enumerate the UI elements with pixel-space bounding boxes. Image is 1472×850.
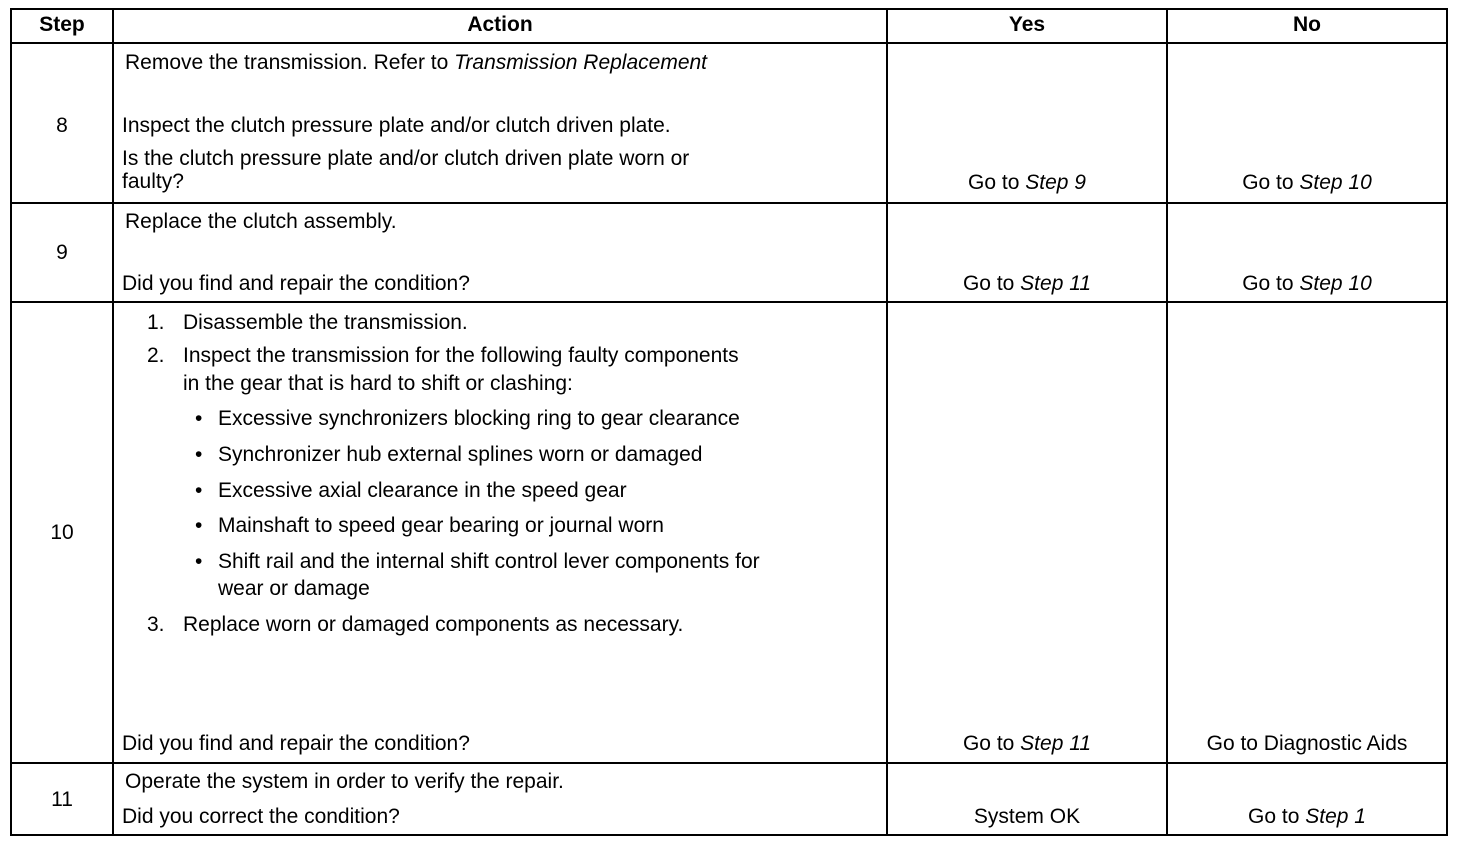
action-text: faulty? <box>122 170 184 193</box>
bullet-item: Shift rail and the internal shift control lever components for <box>218 550 760 573</box>
step-ref[interactable]: Step 10 <box>1299 272 1372 295</box>
step-number: 10 <box>50 521 74 544</box>
action-text: Remove the transmission. Refer to <box>125 51 455 74</box>
list-number: 1. <box>147 311 165 334</box>
bullet-icon: • <box>195 514 203 537</box>
header-no: No <box>1293 13 1321 36</box>
list-item: Replace worn or damaged components as necessary. <box>183 613 684 636</box>
step-ref[interactable]: Step 11 <box>1020 732 1092 755</box>
action-text: Did you find and repair the condition? <box>122 272 470 295</box>
border <box>10 202 1448 204</box>
border <box>10 8 1448 10</box>
bullet-item: wear or damage <box>218 577 370 600</box>
border <box>1166 8 1168 836</box>
bullet-item: Excessive axial clearance in the speed gear <box>218 479 627 502</box>
list-item: Inspect the transmission for the following faulty components <box>183 344 739 367</box>
header-yes: Yes <box>1008 13 1046 36</box>
list-number: 3. <box>147 613 165 636</box>
bullet-icon: • <box>195 479 203 502</box>
bullet-icon: • <box>195 407 203 430</box>
yes-link[interactable] <box>888 732 1166 756</box>
bullet-item: Excessive synchronizers blocking ring to gear clearance <box>218 407 740 430</box>
border <box>886 8 888 836</box>
no-link[interactable] <box>1168 272 1446 296</box>
yes-text: System OK <box>973 805 1081 828</box>
step-ref[interactable]: Step 10 <box>1299 171 1372 194</box>
no-text: Go to <box>1248 805 1306 828</box>
reference-link[interactable]: Transmission Replacement <box>454 51 708 74</box>
yes-link[interactable] <box>888 272 1166 296</box>
border <box>10 42 1448 44</box>
action-text: Is the clutch pressure plate and/or clutch driven plate worn or <box>122 147 690 170</box>
yes-text: Go to <box>962 732 1021 755</box>
border <box>1446 8 1448 836</box>
action-text: Inspect the clutch pressure plate and/or clutch driven plate. <box>122 114 671 137</box>
header-action: Action <box>467 13 533 36</box>
action-text: Did you find and repair the condition? <box>122 732 470 755</box>
step-number: 11 <box>51 788 73 811</box>
action-text: Operate the system in order to verify the repair. <box>125 770 564 793</box>
border <box>112 8 114 836</box>
header-step: Step <box>39 13 85 36</box>
no-link[interactable] <box>1168 805 1446 829</box>
no-text: Go to <box>1242 272 1300 295</box>
border <box>10 762 1448 764</box>
step-number: 9 <box>56 241 68 264</box>
no-link[interactable]: Go to Diagnostic Aids <box>1206 732 1408 755</box>
step-number: 8 <box>56 114 68 137</box>
yes-link[interactable] <box>888 171 1166 195</box>
bullet-icon: • <box>195 443 203 466</box>
yes-text: Go to <box>968 171 1026 194</box>
action-text <box>125 51 707 75</box>
list-item: Disassemble the transmission. <box>183 311 468 334</box>
bullet-item: Mainshaft to speed gear bearing or journal worn <box>218 514 664 537</box>
list-number: 2. <box>147 344 165 367</box>
no-text: Go to <box>1242 171 1300 194</box>
list-item: in the gear that is hard to shift or clashing: <box>183 372 573 395</box>
action-text: Did you correct the condition? <box>122 805 400 828</box>
step-ref[interactable]: Step 11 <box>1020 272 1092 295</box>
step-ref[interactable]: Step 9 <box>1025 171 1086 194</box>
no-link[interactable] <box>1168 171 1446 195</box>
bullet-item: Synchronizer hub external splines worn or damaged <box>218 443 703 466</box>
action-text: Replace the clutch assembly. <box>125 210 397 233</box>
border <box>10 834 1448 836</box>
yes-text: Go to <box>962 272 1021 295</box>
bullet-icon: • <box>195 550 203 573</box>
border <box>10 301 1448 303</box>
step-ref[interactable]: Step 1 <box>1305 805 1366 828</box>
